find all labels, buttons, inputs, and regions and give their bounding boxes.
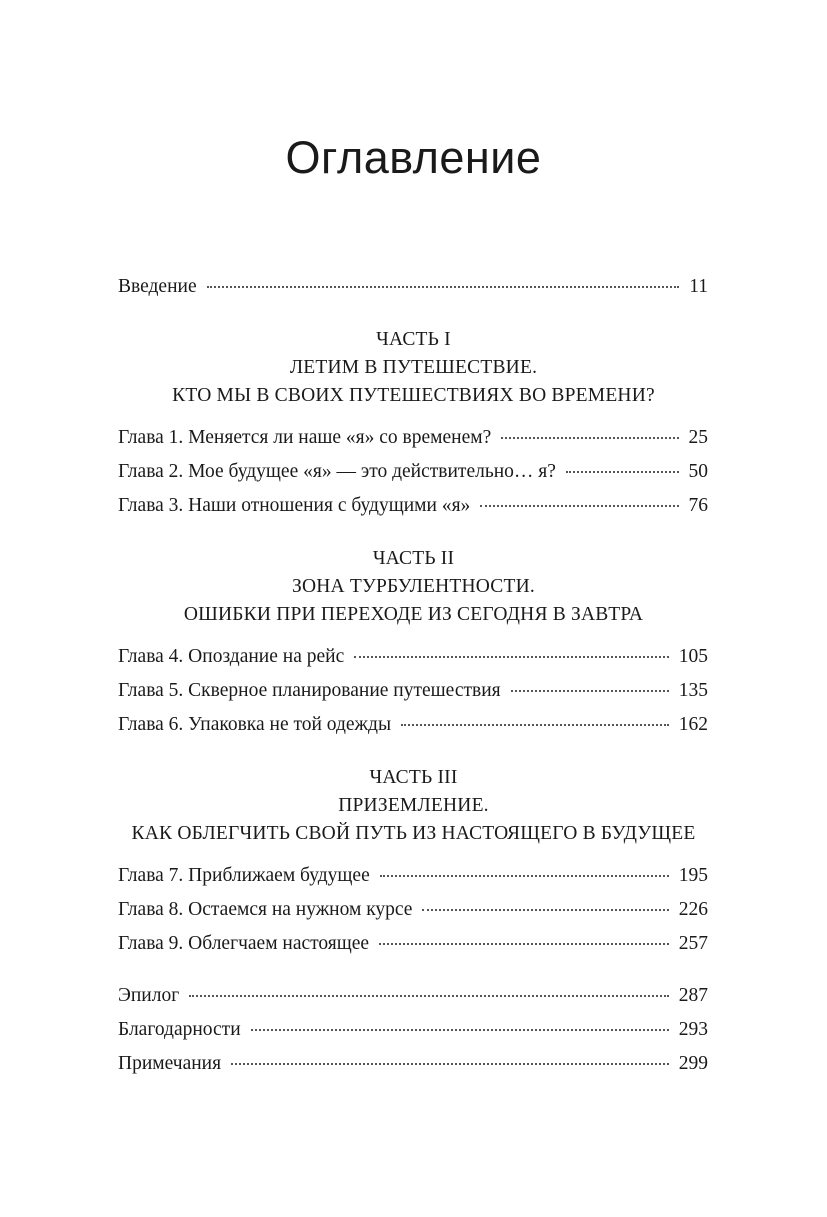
toc-entry-chapter-7[interactable] xyxy=(118,865,708,895)
toc-entry-intro[interactable] xyxy=(118,276,708,306)
toc-entry-chapter-1[interactable] xyxy=(118,427,708,457)
toc-entry-label: Введение xyxy=(118,276,197,297)
dot-leader xyxy=(501,437,678,439)
page-title: Оглавление xyxy=(285,132,542,183)
toc-entry-chapter-2[interactable] xyxy=(118,461,708,491)
toc-entry-label: Глава 7. Приближаем будущее xyxy=(118,865,370,886)
toc-entry-chapter-6[interactable] xyxy=(118,714,708,744)
toc-entry-chapter-5[interactable] xyxy=(118,680,708,710)
dot-leader xyxy=(566,471,679,473)
part-2-title-line-1: ЗОНА ТУРБУЛЕНТНОСТИ. xyxy=(292,576,535,597)
toc-entry-label: Глава 3. Наши отношения с будущими «я» xyxy=(118,495,471,516)
toc-entry-label: Глава 2. Мое будущее «я» — это действительно… я? xyxy=(118,461,556,482)
dot-leader xyxy=(401,724,669,726)
dot-leader xyxy=(422,909,668,911)
dot-leader xyxy=(480,505,678,507)
toc-entry-label: Глава 6. Упаковка не той одежды xyxy=(118,714,392,735)
toc-page-number: 76 xyxy=(688,495,708,516)
toc-entry-label: Глава 4. Опоздание на рейс xyxy=(118,646,345,667)
toc-entry-chapter-8[interactable] xyxy=(118,899,708,929)
part-1-title-line-2: КТО МЫ В СВОИХ ПУТЕШЕСТВИЯХ ВО ВРЕМЕНИ? xyxy=(172,385,655,406)
toc-page-number: 293 xyxy=(678,1019,708,1040)
toc-page-number: 162 xyxy=(678,714,708,735)
toc-page-number: 299 xyxy=(678,1053,708,1074)
toc-page-number: 287 xyxy=(678,985,708,1006)
toc-entry-chapter-4[interactable] xyxy=(118,646,708,676)
toc-entry-chapter-9[interactable] xyxy=(118,933,708,963)
dot-leader xyxy=(380,875,669,877)
toc-entry-label: Глава 8. Остаемся на нужном курсе xyxy=(118,899,413,920)
toc-entry-chapter-3[interactable] xyxy=(118,495,708,525)
dot-leader xyxy=(511,690,669,692)
toc-page-number: 25 xyxy=(688,427,708,448)
toc-page-number: 257 xyxy=(678,933,708,954)
toc-page-number: 226 xyxy=(678,899,708,920)
part-1-label: ЧАСТЬ I xyxy=(376,329,451,350)
dot-leader xyxy=(379,943,669,945)
part-3-title-line-2: КАК ОБЛЕГЧИТЬ СВОЙ ПУТЬ ИЗ НАСТОЯЩЕГО В БУДУЩЕЕ xyxy=(131,823,696,844)
toc-entry-notes[interactable] xyxy=(118,1053,708,1083)
dot-leader xyxy=(251,1029,669,1031)
toc-entry-label: Глава 5. Скверное планирование путешествия xyxy=(118,680,501,701)
toc-entry-epilogue[interactable] xyxy=(118,985,708,1015)
toc-entry-label: Эпилог xyxy=(118,985,180,1006)
part-3-label: ЧАСТЬ III xyxy=(369,767,458,788)
toc-entry-label: Примечания xyxy=(118,1053,222,1074)
toc-page-number: 50 xyxy=(688,461,708,482)
toc-page-number: 135 xyxy=(678,680,708,701)
toc-entry-acknowledgements[interactable] xyxy=(118,1019,708,1049)
part-2-label: ЧАСТЬ II xyxy=(372,548,455,569)
toc-page-number: 195 xyxy=(678,865,708,886)
part-1-title-line-1: ЛЕТИМ В ПУТЕШЕСТВИЕ. xyxy=(289,357,538,378)
toc-entry-label: Благодарности xyxy=(118,1019,241,1040)
dot-leader xyxy=(207,286,680,288)
toc-page-number: 105 xyxy=(678,646,708,667)
toc-page-number: 11 xyxy=(689,276,708,297)
toc-entry-label: Глава 9. Облегчаем настоящее xyxy=(118,933,370,954)
part-2-title-line-2: ОШИБКИ ПРИ ПЕРЕХОДЕ ИЗ СЕГОДНЯ В ЗАВТРА xyxy=(183,604,644,625)
toc-entry-label: Глава 1. Меняется ли наше «я» со временем? xyxy=(118,427,492,448)
dot-leader xyxy=(354,656,669,658)
dot-leader xyxy=(189,995,669,997)
dot-leader xyxy=(231,1063,669,1065)
part-3-title-line-1: ПРИЗЕМЛЕНИЕ. xyxy=(338,795,489,816)
